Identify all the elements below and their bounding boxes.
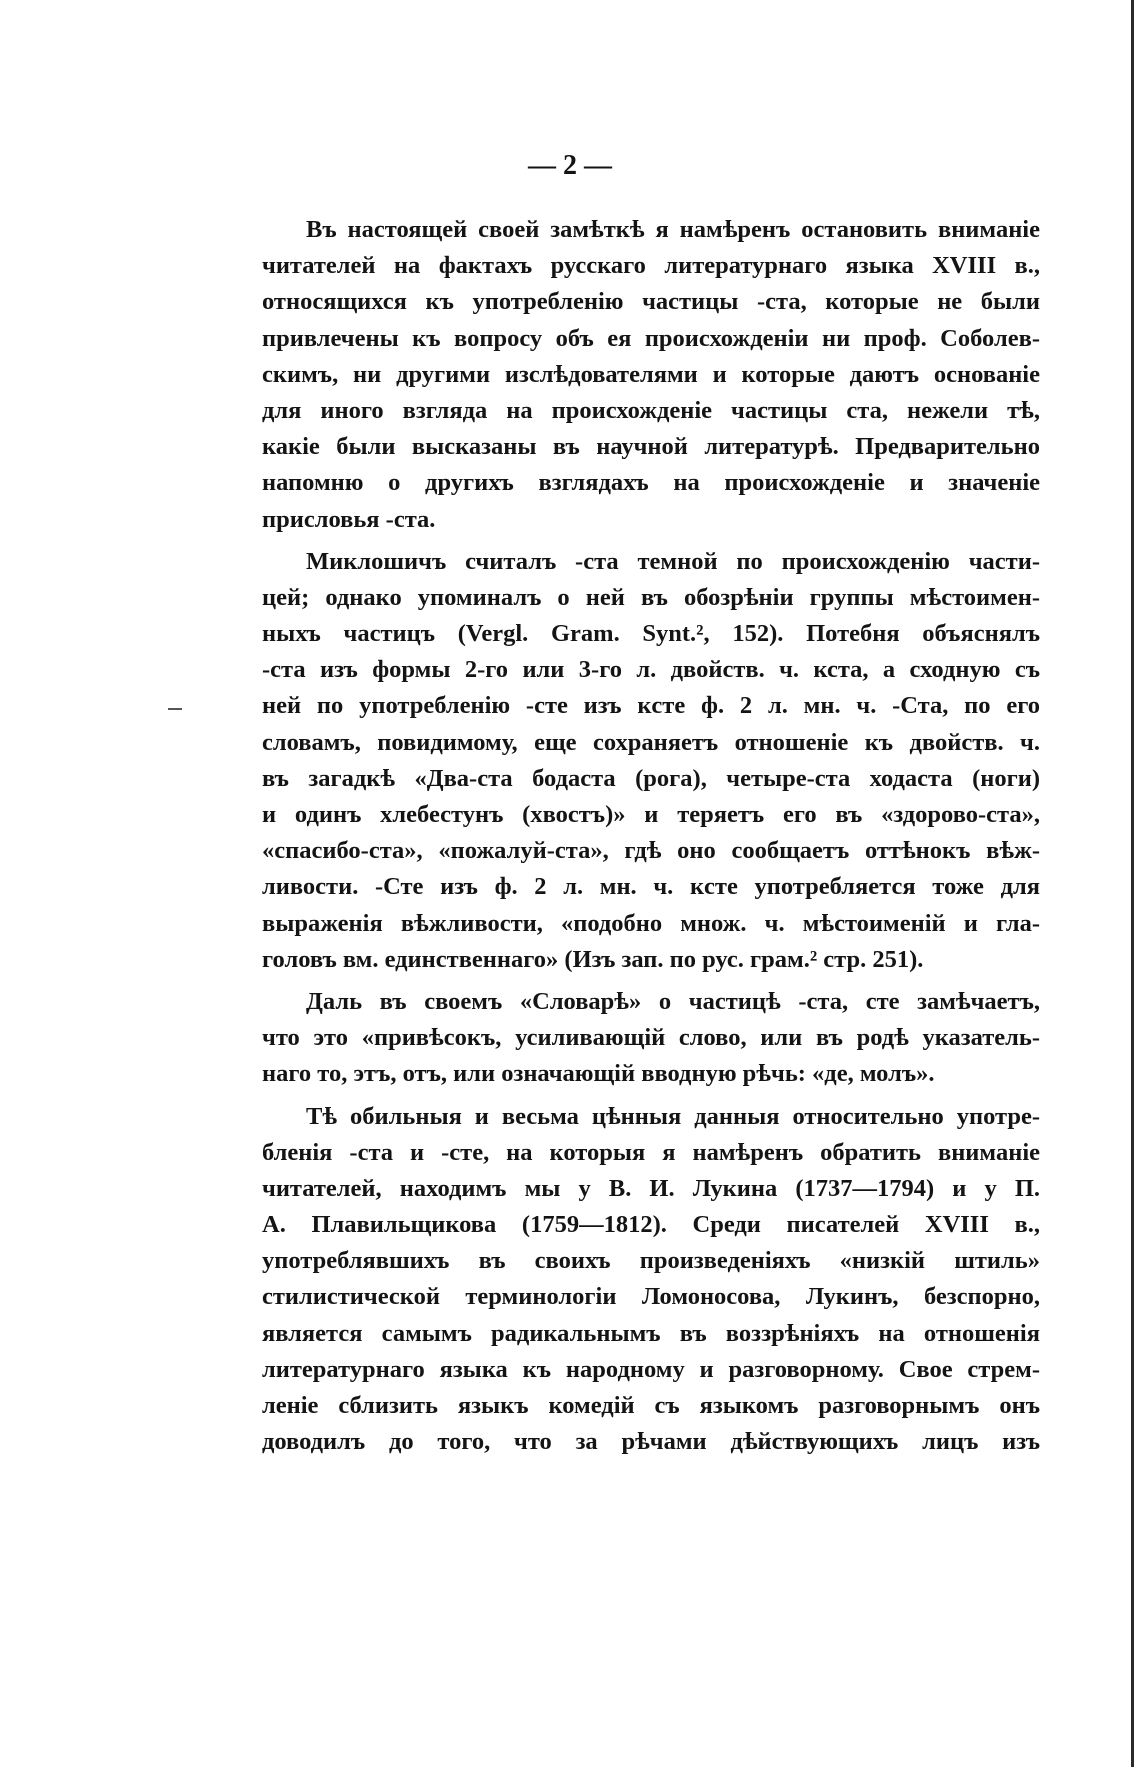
text-line: доводилъ до того, что за рѣчами дѣйствующихъ лицъ изъ bbox=[262, 1428, 1040, 1456]
text-line: -ста изъ формы 2-го или 3-го л. двойств. ч. кста, а сходную съ bbox=[262, 656, 1040, 684]
text-line: А. Плавильщикова (1759—1812). Среди писателей XVIII в., bbox=[262, 1211, 1040, 1239]
text-line: бленія -ста и -сте, на которыя я намѣренъ обратить вниманіе bbox=[262, 1138, 1040, 1166]
text-line: какіе были высказаны въ научной литературѣ. Предварительно bbox=[262, 433, 1040, 461]
text-line: читателей, находимъ мы у В. И. Лукина (1737—1794) и у П. bbox=[262, 1174, 1040, 1202]
text-line: что это «привѣсокъ, усиливающій слово, или въ родѣ указатель- bbox=[262, 1024, 1040, 1052]
text-line: цей; однако упоминалъ о ней въ обозрѣніи группы мѣстоимен- bbox=[262, 583, 1040, 611]
text-line: «спасибо-ста», «пожалуй-ста», гдѣ оно сообщаетъ оттѣнокъ вѣж- bbox=[262, 837, 1040, 865]
text-line: ливости. -Сте изъ ф. 2 л. мн. ч. кcте употребляется тоже для bbox=[262, 873, 1040, 901]
text-line: выраженія вѣжливости, «подобно множ. ч. мѣстоименій и гла- bbox=[262, 909, 1040, 937]
text-line: словамъ, повидимому, еще сохраняетъ отношеніе къ двойств. ч. bbox=[262, 728, 1040, 756]
text-line: напомню о другихъ взглядахъ на происхожденіе и значеніе bbox=[262, 469, 1040, 497]
text-line: для иного взгляда на происхожденіе частицы ста, нежели тѣ, bbox=[262, 396, 1040, 424]
text-line: головъ вм. единственнаго» (Изъ зап. по рус. грам.² стр. 251). bbox=[262, 945, 924, 973]
text-line: употреблявшихъ въ своихъ произведеніяхъ «низкій штиль» bbox=[262, 1247, 1040, 1275]
text-line: въ загадкѣ «Два-ста бодаста (рога), четыре-ста ходаста (ноги) bbox=[262, 764, 1040, 792]
page-edge-rule bbox=[1131, 0, 1134, 1767]
page-number: — 2 — bbox=[528, 150, 612, 181]
text-line: леніе сблизить языкъ комедій съ языкомъ разговорнымъ онъ bbox=[262, 1392, 1040, 1419]
text-line: и одинъ хлебестунъ (хвостъ)» и теряетъ его въ «здорово-ста», bbox=[262, 801, 1040, 828]
text-line: Тѣ обильныя и весьма цѣнныя данныя относительно употре- bbox=[306, 1102, 1040, 1130]
text-line: привлечены къ вопросу объ ея происхожденіи ни проф. Соболев- bbox=[262, 324, 1040, 352]
text-line: Въ настоящей своей замѣткѣ я намѣренъ остановить вниманіе bbox=[306, 216, 1040, 243]
text-line: относящихся къ употребленію частицы -ста, которые не были bbox=[262, 288, 1040, 316]
margin-mark bbox=[168, 708, 182, 710]
text-line: присловья -ста. bbox=[262, 505, 436, 533]
text-line: Миклошичъ считалъ -ста темной по происхожденію части- bbox=[306, 547, 1040, 575]
text-line: является самымъ радикальнымъ въ воззрѣніяхъ на отношенія bbox=[262, 1319, 1040, 1347]
text-line: ныхъ частицъ (Vergl. Gram. Synt.², 152). Потебня объяснялъ bbox=[262, 620, 1040, 648]
text-line: скимъ, ни другими изслѣдователями и которые даютъ основаніе bbox=[262, 360, 1040, 388]
text-line: Даль въ своемъ «Словарѣ» о частицѣ -ста, сте замѣчаетъ, bbox=[306, 987, 1040, 1015]
text-line: стилистической терминологіи Ломоносова, Лукинъ, безспорно, bbox=[262, 1283, 1040, 1311]
text-line: наго то, этъ, отъ, или означающій вводную рѣчь: «де, молъ». bbox=[262, 1060, 935, 1088]
text-line: читателей на фактахъ русскаго литературнаго языка XVIII в., bbox=[262, 252, 1040, 280]
text-line: ней по употребленію -сте изъ кcте ф. 2 л. мн. ч. -Ста, по его bbox=[262, 692, 1040, 720]
body-text bbox=[262, 212, 1040, 1460]
text-line: литературнаго языка къ народному и разговорному. Свое стрем- bbox=[262, 1355, 1040, 1383]
